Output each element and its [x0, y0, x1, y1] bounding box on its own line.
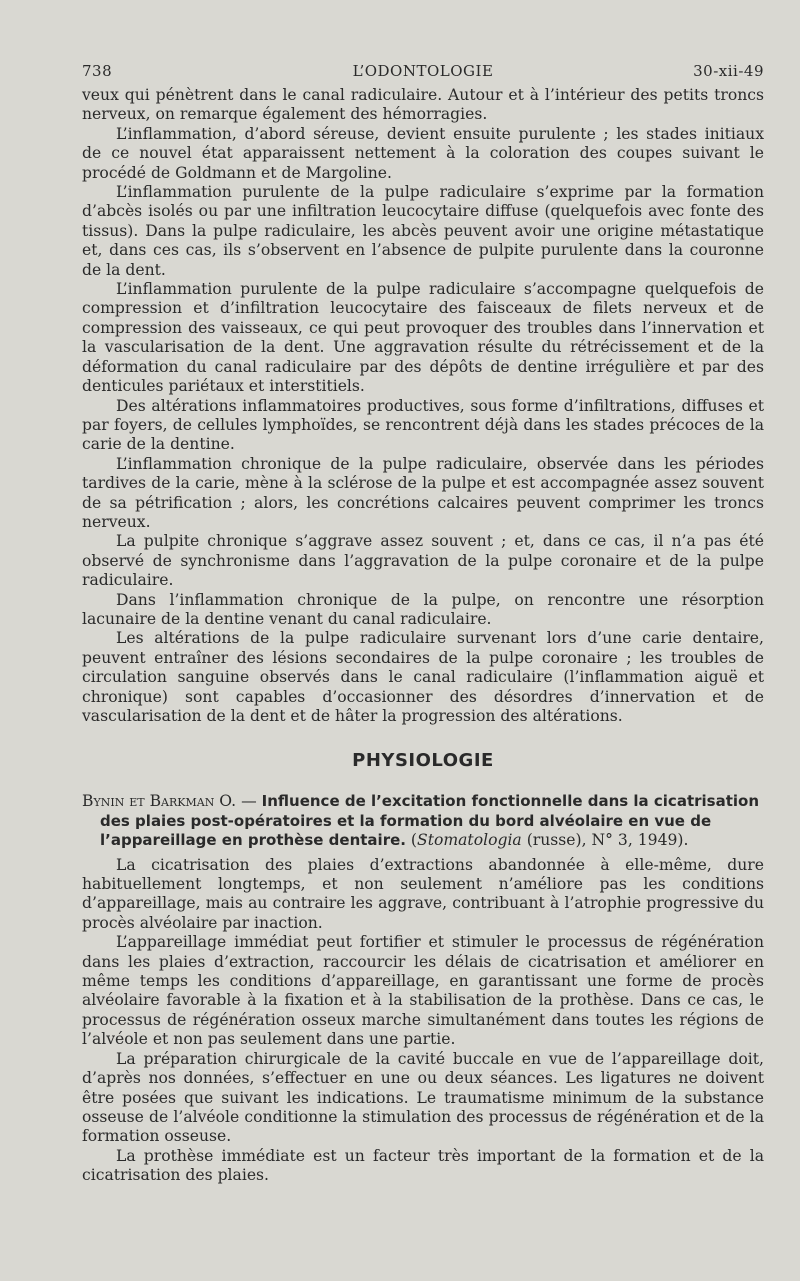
- issue-date: 30-xii-49: [693, 62, 764, 80]
- document-page: [82, 56, 764, 1186]
- paragraph: La cicatrisation des plaies d’extractions abandonnée à elle-même, dure habituellement longtemps, et non seulement n’améliore pas les conditions d’appareillage, mais au contraire les aggrave, contribuant à l’atrophie progressive du procès alvéolaire par inaction.: [82, 855, 764, 932]
- paragraph: L’appareillage immédiat peut fortifier et stimuler le processus de régénération dans les plaies d’extraction, raccourcir les délais de cicatrisation et améliorer en même temps les conditions d’appareillage, en garantissant une forme de procès alvéolaire favorable à la fixation et à la stabilisation de la prothèse. Dans ce cas, le processus de régénération osseux marche simultanément dans toutes les régions de l’alvéole et non pas seulement dans une partie.: [82, 933, 764, 1049]
- paragraph: Des altérations inflammatoires productives, sous forme d’infiltrations, diffuses et par foyers, de cellules lymphoïdes, se rencontrent déjà dans les stades précoces de la carie de la dentine.: [82, 396, 764, 454]
- paragraph: L’inflammation purulente de la pulpe radiculaire s’exprime par la formation d’abcès isolés ou par une infiltration leucocytaire diffuse (quelquefois avec fonte des tissus). Dans la pulpe radiculaire, les abcès peuvent avoir une origine métastatique et, dans ces cas, ils s’observent en l’absence de pulpite purulente dans la couronne de la dent.: [82, 183, 764, 279]
- paragraph: L’inflammation, d’abord séreuse, devient ensuite purulente ; les stades initiaux de ce nouvel état apparaissent nettement à la coloration des coupes suivant le procédé de Goldmann et de Margoline.: [82, 124, 764, 182]
- paragraph: Dans l’inflammation chronique de la pulpe, on rencontre une résorption lacunaire de la dentine venant du canal radiculaire.: [82, 590, 764, 628]
- abstract-journal: Stomatologia: [417, 831, 522, 850]
- abstract-dash: —: [236, 792, 262, 811]
- paragraph: Les altérations de la pulpe radiculaire survenant lors d’une carie dentaire, peuvent entraîner des lésions secondaires de la pulpe coronaire ; les troubles de circulation sanguine observés dans le canal radiculaire (l’inflammation aiguë et chronique) sont capables d’occasionner des désordres d’innervation et de vascularisation de la dent et de hâter la progression des altérations.: [82, 629, 764, 725]
- paragraph: L’inflammation purulente de la pulpe radiculaire s’accompagne quelquefois de compression et d’infiltration leucocytaire des faisceaux de filets nerveux et de compression des vaisseaux, ce qui peut provoquer des troubles dans l’innervation et la vascularisation de la dent. Une aggravation résulte du rétrécissement et de la déformation du canal radiculaire par des dépôts de dentine irrégulière et par des denticules pariétaux et interstitiels.: [82, 280, 764, 396]
- paragraph: La prothèse immédiate est un facteur très important de la formation et de la cicatrisation des plaies.: [82, 1146, 764, 1185]
- page-number: 738: [82, 62, 113, 80]
- paragraph: veux qui pénètrent dans le canal radiculaire. Autour et à l’intérieur des petits troncs nerveux, on remarque également des hémorragies.: [82, 86, 764, 124]
- abstract-heading: Bynin et Barkman O. — Influence de l’excitation fonctionnelle dans la cicatrisation des plaies post-opératoires et la formation du bord alvéolaire en vue de l’appareillage en prothèse dentaire. (Stomatologia (russe), N° 3, 1949).: [82, 792, 760, 850]
- article-body-bottom: [82, 856, 764, 1186]
- journal-title: L’ODONTOLOGIE: [352, 62, 494, 80]
- article-body-top: [82, 86, 764, 726]
- running-head: [82, 56, 764, 86]
- paragraph: L’inflammation chronique de la pulpe radiculaire, observée dans les périodes tardives de la carie, mène à la sclérose de la pulpe et est accompagnée assez souvent de sa pétrification ; alors, les concrétions calcaires peuvent comprimer les troncs nerveux.: [82, 454, 764, 531]
- abstract-citation: (russe), N° 3, 1949).: [521, 831, 689, 850]
- abstract-authors: Bynin et Barkman O.: [82, 792, 237, 811]
- paragraph: La préparation chirurgicale de la cavité buccale en vue de l’appareillage doit, d’après nos données, s’effectuer en une ou deux séances. Les ligatures ne doivent être posées que suivant les indications. Le traumatisme minimum de la substance osseuse de l’alvéole conditionne la stimulation des processus de régénération et de la formation osseuse.: [82, 1049, 764, 1146]
- paragraph: La pulpite chronique s’aggrave assez souvent ; et, dans ce cas, il n’a pas été observé de synchronisme dans l’aggravation de la pulpe coronaire et de la pulpe radiculaire.: [82, 532, 764, 590]
- abstract-title: Influence de l’excitation fonctionnelle dans la cicatrisation des plaies post-opératoires et la formation du bord alvéolaire en vue de l’appareillage en prothèse dentaire.: [100, 792, 760, 850]
- section-title: PHYSIOLOGIE: [352, 750, 494, 772]
